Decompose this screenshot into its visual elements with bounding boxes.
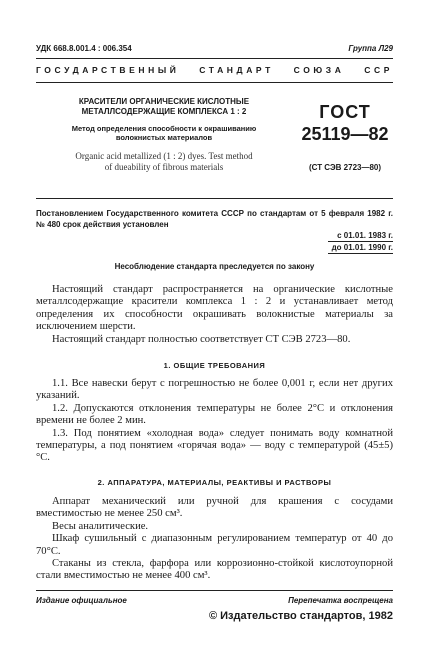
standard-banner: ГОСУДАРСТВЕННЫЙ СТАНДАРТ СОЮЗА ССР <box>36 65 393 75</box>
valid-from: с 01.01. 1983 г. <box>328 230 393 242</box>
copyright: © Издательство стандартов, 1982 <box>208 610 393 622</box>
title-line: МЕТАЛЛСОДЕРЖАЩИЕ КОМПЛЕКСА 1 : 2 <box>81 107 247 116</box>
english-line: of dueability of fibrous materials <box>104 162 224 172</box>
english-line: Organic acid metallized (1 : 2) dyes. Test method <box>75 151 253 161</box>
udk-code: УДК 668.8.001.4 : 006.354 <box>36 44 132 53</box>
english-title <box>60 151 268 173</box>
paragraph: 1.2. Допускаются отклонения температуры не более 2°С и отклонения времени не более 2 мин. <box>36 402 393 427</box>
section-2-text <box>36 496 393 583</box>
paragraph: Настоящий стандарт полностью соответствует СТ СЭВ 2723—80. <box>52 333 351 345</box>
top-rule <box>36 58 393 59</box>
paragraph: 1.1. Все навески берут с погрешностью не более 0,001 г, если нет других указаний. <box>36 378 393 402</box>
section-heading: 2. АППАРАТУРА, МАТЕРИАЛЫ, РЕАКТИВЫ И РАСТВОРЫ <box>97 478 332 487</box>
paragraph: Настоящий стандарт распространяется на органические кислотные металлсодержащие красители комплекса 1 : 2 и устанавливает метод определения их способности окрашивать волокнистые материалы за исключением шерсти. <box>36 284 393 333</box>
reprint-notice: Перепечатка воспрещена <box>288 596 393 605</box>
method-line: Метод определения способности к окрашиванию <box>71 124 257 133</box>
official-edition: Издание официальное <box>36 596 127 605</box>
paragraph: Весы аналитические. <box>52 520 149 532</box>
paragraph: Стаканы из стекла, фарфора или коррозионно-стойкой кислотоупорной стали вместимостью не менее 400 см³. <box>36 558 393 582</box>
legal-notice: Несоблюдение стандарта преследуется по закону <box>114 262 315 271</box>
decree-text: Постановлением Государственного комитета СССР по стандартам от 5 февраля 1982 г. № 480 срок действия установлен <box>36 209 393 229</box>
group-code: Группа Л29 <box>348 44 393 53</box>
paragraph: Шкаф сушильный с диапазонным регулированием температур от 40 до 70°С. <box>36 533 393 557</box>
paragraph: 1.3. Под понятием «холодная вода» следует понимать воду комнатной температуры, а под понятием «горячая вода» — воду с температурой (45±5)°С. <box>36 427 393 464</box>
sev-reference: (СТ СЭВ 2723—80) <box>308 163 382 172</box>
method-line: волокнистых материалов <box>115 133 213 142</box>
gost-label: ГОСТ <box>319 102 371 122</box>
intro-text <box>36 284 393 346</box>
footer-rule <box>36 590 393 591</box>
valid-to: до 01.01. 1990 г. <box>328 242 393 254</box>
validity-dates <box>328 230 393 254</box>
title-line: КРАСИТЕЛИ ОРГАНИЧЕСКИЕ КИСЛОТНЫЕ <box>78 97 250 106</box>
document-title <box>60 97 268 117</box>
banner-rule <box>36 82 393 83</box>
gost-number: 25119—82 <box>301 124 389 144</box>
section-1-text <box>36 378 393 465</box>
paragraph: Аппарат механический или ручной для крашения с сосудами вместимостью не менее 250 см³. <box>36 496 393 520</box>
decree-rule <box>36 198 393 199</box>
method-subtitle <box>60 124 268 142</box>
section-heading: 1. ОБЩИЕ ТРЕБОВАНИЯ <box>163 361 266 370</box>
